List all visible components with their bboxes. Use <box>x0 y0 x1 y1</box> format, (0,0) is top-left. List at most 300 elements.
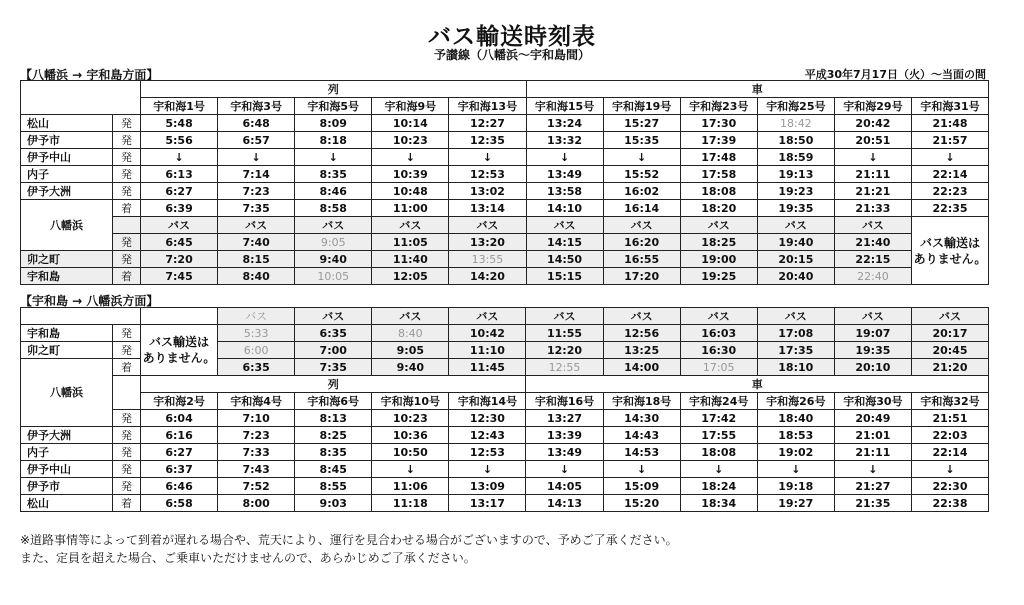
time-cell: 13:17 <box>449 495 526 512</box>
bus-label: バス <box>526 308 603 325</box>
train-row <box>21 98 989 115</box>
bus-label: バス <box>372 308 449 325</box>
time-cell: 17:08 <box>757 325 834 342</box>
time-cell: 22:03 <box>911 427 988 444</box>
time-cell: 19:07 <box>834 325 911 342</box>
time-cell: 14:10 <box>526 200 603 217</box>
train-name: 宇和海25号 <box>757 98 834 115</box>
time-cell: 6:45 <box>141 234 218 251</box>
time-cell: 16:02 <box>603 183 680 200</box>
dep-arr-kind: 発 <box>113 410 141 427</box>
time-cell: 13:25 <box>603 342 680 359</box>
time-cell: 12:43 <box>449 427 526 444</box>
time-cell: 19:40 <box>757 234 834 251</box>
blank-cell <box>113 217 141 234</box>
time-cell: ↓ <box>834 149 911 166</box>
station-name: 八幡浜 <box>21 200 113 251</box>
time-cell: 7:43 <box>218 461 295 478</box>
table-row <box>21 325 989 342</box>
time-cell: 15:15 <box>526 268 603 285</box>
time-cell: 12:53 <box>449 444 526 461</box>
time-cell: 6:00 <box>218 342 295 359</box>
time-cell: 6:27 <box>141 183 218 200</box>
time-cell: ↓ <box>834 461 911 478</box>
time-cell: 12:27 <box>449 115 526 132</box>
time-cell: 17:55 <box>680 427 757 444</box>
time-cell: ↓ <box>526 461 603 478</box>
time-cell: 8:09 <box>295 115 372 132</box>
time-cell: ↓ <box>526 149 603 166</box>
station-name: 伊予中山 <box>21 461 113 478</box>
train-name: 宇和海4号 <box>218 393 295 410</box>
time-cell: 13:58 <box>526 183 603 200</box>
time-cell: 14:50 <box>526 251 603 268</box>
table-row <box>21 200 989 217</box>
time-cell: 8:40 <box>218 268 295 285</box>
time-cell: 8:58 <box>295 200 372 217</box>
time-cell: 14:15 <box>526 234 603 251</box>
time-cell: 13:55 <box>449 251 526 268</box>
bus-label: バス <box>911 308 988 325</box>
time-cell: ↓ <box>603 461 680 478</box>
time-cell: 18:53 <box>757 427 834 444</box>
time-cell: 10:23 <box>372 410 449 427</box>
time-cell: 13:49 <box>526 166 603 183</box>
time-cell: ↓ <box>757 461 834 478</box>
table-row <box>21 149 989 166</box>
time-cell: 13:27 <box>526 410 603 427</box>
time-cell: 16:55 <box>603 251 680 268</box>
time-cell: 20:45 <box>911 342 988 359</box>
table-row <box>21 444 989 461</box>
time-cell: 22:35 <box>911 200 988 217</box>
time-cell: 22:38 <box>911 495 988 512</box>
time-cell: 14:43 <box>603 427 680 444</box>
time-cell: 9:03 <box>295 495 372 512</box>
bus-label: バス <box>680 217 757 234</box>
time-cell: ↓ <box>603 149 680 166</box>
bus-label: バス <box>834 308 911 325</box>
time-cell: 10:14 <box>372 115 449 132</box>
station-name: 伊予市 <box>21 132 113 149</box>
time-cell: 14:53 <box>603 444 680 461</box>
station-name: 八幡浜 <box>21 359 113 427</box>
train-name: 宇和海10号 <box>372 393 449 410</box>
dep-arr-kind: 発 <box>113 444 141 461</box>
header-sha: 車 <box>526 81 989 98</box>
time-cell: 7:35 <box>295 359 372 376</box>
train-name: 宇和海30号 <box>834 393 911 410</box>
time-cell: 18:50 <box>757 132 834 149</box>
time-cell: 13:02 <box>449 183 526 200</box>
time-cell: 18:24 <box>680 478 757 495</box>
time-cell: 18:10 <box>757 359 834 376</box>
time-cell: 20:15 <box>757 251 834 268</box>
time-cell: 8:46 <box>295 183 372 200</box>
time-cell: 7:52 <box>218 478 295 495</box>
time-cell: 17:30 <box>680 115 757 132</box>
dep-arr-kind: 発 <box>113 183 141 200</box>
time-cell: 6:13 <box>141 166 218 183</box>
time-cell: 19:35 <box>757 200 834 217</box>
bus-label: バス <box>680 308 757 325</box>
time-cell: 6:37 <box>141 461 218 478</box>
bus-label: バス <box>295 308 372 325</box>
time-cell: 22:30 <box>911 478 988 495</box>
time-cell: 6:48 <box>218 115 295 132</box>
time-cell: 8:00 <box>218 495 295 512</box>
time-cell: 21:27 <box>834 478 911 495</box>
time-cell: 19:23 <box>757 183 834 200</box>
time-cell: ↓ <box>218 149 295 166</box>
time-cell: ↓ <box>449 149 526 166</box>
time-cell: 17:39 <box>680 132 757 149</box>
time-cell: 13:14 <box>449 200 526 217</box>
time-cell: 22:15 <box>834 251 911 268</box>
train-name: 宇和海2号 <box>141 393 218 410</box>
table-row <box>21 166 989 183</box>
dep-arr-kind: 発 <box>113 132 141 149</box>
time-cell: 14:13 <box>526 495 603 512</box>
time-cell: 18:59 <box>757 149 834 166</box>
bus-label: バス <box>372 217 449 234</box>
time-cell: 13:39 <box>526 427 603 444</box>
time-cell: 18:20 <box>680 200 757 217</box>
bus-label: バス <box>218 217 295 234</box>
time-cell: 18:42 <box>757 115 834 132</box>
time-cell: 21:40 <box>834 234 911 251</box>
dep-arr-kind: 着 <box>113 200 141 217</box>
time-cell: 22:23 <box>911 183 988 200</box>
time-cell: 10:42 <box>449 325 526 342</box>
time-cell: 11:18 <box>372 495 449 512</box>
train-name: 宇和海26号 <box>757 393 834 410</box>
time-cell: 10:05 <box>295 268 372 285</box>
time-cell: 14:05 <box>526 478 603 495</box>
time-cell: 6:04 <box>141 410 218 427</box>
station-name: 松山 <box>21 115 113 132</box>
table-row <box>21 410 989 427</box>
train-name: 宇和海31号 <box>911 98 988 115</box>
dep-arr-kind: 着 <box>113 359 141 376</box>
time-cell: 7:33 <box>218 444 295 461</box>
train-row <box>21 393 989 410</box>
period-text: 平成30年7月17日（火）～当面の間 <box>804 68 986 81</box>
time-cell: 12:05 <box>372 268 449 285</box>
time-cell: 16:30 <box>680 342 757 359</box>
dep-arr-kind: 発 <box>113 251 141 268</box>
table-row <box>21 461 989 478</box>
time-cell: 8:45 <box>295 461 372 478</box>
train-name: 宇和海5号 <box>295 98 372 115</box>
no-bus-notice: バス輸送は ありません。 <box>911 217 988 285</box>
time-cell: ↓ <box>449 461 526 478</box>
time-cell: 19:02 <box>757 444 834 461</box>
time-cell: 7:00 <box>295 342 372 359</box>
time-cell: 18:34 <box>680 495 757 512</box>
corner-cell <box>21 308 141 325</box>
header-ret: 列 <box>141 81 527 98</box>
train-name: 宇和海9号 <box>372 98 449 115</box>
train-name: 宇和海1号 <box>141 98 218 115</box>
time-cell: 12:20 <box>526 342 603 359</box>
time-cell: 21:51 <box>911 410 988 427</box>
time-cell: 12:53 <box>449 166 526 183</box>
time-cell: 18:25 <box>680 234 757 251</box>
time-cell: 5:48 <box>141 115 218 132</box>
time-cell: 19:25 <box>680 268 757 285</box>
time-cell: 22:14 <box>911 444 988 461</box>
time-cell: 16:03 <box>680 325 757 342</box>
time-cell: 10:48 <box>372 183 449 200</box>
time-cell: 17:58 <box>680 166 757 183</box>
time-cell: 8:25 <box>295 427 372 444</box>
time-cell: 7:40 <box>218 234 295 251</box>
time-cell: 21:11 <box>834 166 911 183</box>
time-cell: 8:55 <box>295 478 372 495</box>
dep-arr-kind: 発 <box>113 115 141 132</box>
bus-label: バス <box>449 308 526 325</box>
time-cell: 12:55 <box>526 359 603 376</box>
dep-arr-kind: 発 <box>113 234 141 251</box>
time-cell: 21:01 <box>834 427 911 444</box>
time-cell: 17:42 <box>680 410 757 427</box>
table-row <box>21 427 989 444</box>
time-cell: 20:10 <box>834 359 911 376</box>
time-cell: 6:35 <box>295 325 372 342</box>
time-cell: 20:40 <box>757 268 834 285</box>
dep-arr-kind: 発 <box>113 427 141 444</box>
table-row <box>21 495 989 512</box>
time-cell: 15:09 <box>603 478 680 495</box>
time-cell: 17:20 <box>603 268 680 285</box>
bus-label: バス <box>603 217 680 234</box>
time-cell: 13:20 <box>449 234 526 251</box>
train-name: 宇和海19号 <box>603 98 680 115</box>
time-cell: 11:05 <box>372 234 449 251</box>
time-cell: 12:30 <box>449 410 526 427</box>
bus-label: バス <box>526 217 603 234</box>
time-cell: 9:05 <box>295 234 372 251</box>
time-cell: 19:18 <box>757 478 834 495</box>
time-cell: 9:05 <box>372 342 449 359</box>
time-cell: 7:45 <box>141 268 218 285</box>
time-cell: 5:33 <box>218 325 295 342</box>
bus-label: バス <box>141 217 218 234</box>
bus-label: バス <box>218 308 295 325</box>
time-cell: 15:52 <box>603 166 680 183</box>
header-ret: 列 <box>141 376 526 393</box>
time-cell: 6:27 <box>141 444 218 461</box>
station-name: 松山 <box>21 495 113 512</box>
table-row <box>21 268 989 285</box>
time-cell: ↓ <box>372 461 449 478</box>
bus-label: バス <box>603 308 680 325</box>
time-cell: 7:20 <box>141 251 218 268</box>
time-cell: 6:35 <box>218 359 295 376</box>
time-cell: 15:20 <box>603 495 680 512</box>
train-name: 宇和海14号 <box>449 393 526 410</box>
time-cell: 19:13 <box>757 166 834 183</box>
train-name: 宇和海16号 <box>526 393 603 410</box>
time-cell: 8:18 <box>295 132 372 149</box>
time-cell: 21:20 <box>911 359 988 376</box>
time-cell: ↓ <box>911 461 988 478</box>
time-cell: 13:32 <box>526 132 603 149</box>
time-cell: 22:14 <box>911 166 988 183</box>
time-cell: 21:33 <box>834 200 911 217</box>
time-cell: 10:39 <box>372 166 449 183</box>
time-cell: 10:50 <box>372 444 449 461</box>
time-cell: 18:08 <box>680 183 757 200</box>
time-cell: 8:15 <box>218 251 295 268</box>
dep-arr-kind: 発 <box>113 478 141 495</box>
dep-arr-kind: 発 <box>113 166 141 183</box>
time-cell: 13:24 <box>526 115 603 132</box>
time-cell: 12:35 <box>449 132 526 149</box>
bus-label: バス <box>295 217 372 234</box>
time-cell: 18:40 <box>757 410 834 427</box>
time-cell: 20:51 <box>834 132 911 149</box>
time-cell: 16:14 <box>603 200 680 217</box>
train-name: 宇和海24号 <box>680 393 757 410</box>
time-cell: ↓ <box>911 149 988 166</box>
time-cell: 11:40 <box>372 251 449 268</box>
station-name: 伊予中山 <box>21 149 113 166</box>
time-cell: 17:05 <box>680 359 757 376</box>
time-cell: 7:35 <box>218 200 295 217</box>
train-name: 宇和海32号 <box>911 393 988 410</box>
time-cell: ↓ <box>372 149 449 166</box>
table-row <box>21 251 989 268</box>
time-cell: 8:35 <box>295 444 372 461</box>
time-cell: 6:39 <box>141 200 218 217</box>
page-title: バス輸送時刻表 <box>428 24 596 50</box>
time-cell: 6:16 <box>141 427 218 444</box>
time-cell: 7:23 <box>218 183 295 200</box>
time-cell: 22:40 <box>834 268 911 285</box>
table-row <box>21 234 989 251</box>
time-cell: 9:40 <box>372 359 449 376</box>
table-row <box>21 183 989 200</box>
time-cell: 7:23 <box>218 427 295 444</box>
table-row <box>21 115 989 132</box>
time-cell: 14:00 <box>603 359 680 376</box>
time-cell: 21:57 <box>911 132 988 149</box>
time-cell: 21:48 <box>911 115 988 132</box>
time-cell: 8:35 <box>295 166 372 183</box>
dep-arr-kind: 着 <box>113 268 141 285</box>
time-cell: 5:56 <box>141 132 218 149</box>
time-cell: 11:45 <box>449 359 526 376</box>
station-name: 卯之町 <box>21 251 113 268</box>
train-name: 宇和海3号 <box>218 98 295 115</box>
station-name: 宇和島 <box>21 268 113 285</box>
time-cell: 17:48 <box>680 149 757 166</box>
time-cell: 11:00 <box>372 200 449 217</box>
dep-arr-kind: 発 <box>113 461 141 478</box>
time-cell: 11:55 <box>526 325 603 342</box>
station-name: 内子 <box>21 166 113 183</box>
time-cell: 21:35 <box>834 495 911 512</box>
table-row <box>21 132 989 149</box>
no-bus-notice: バス輸送は ありません。 <box>141 325 218 376</box>
station-name: 伊予市 <box>21 478 113 495</box>
page-subtitle: 予讃線（八幡浜～宇和島間） <box>433 48 590 62</box>
time-cell: ↓ <box>680 461 757 478</box>
corner-cell <box>21 81 141 115</box>
time-cell: 7:14 <box>218 166 295 183</box>
time-cell: 12:56 <box>603 325 680 342</box>
station-name: 伊予大洲 <box>21 183 113 200</box>
train-name: 宇和海29号 <box>834 98 911 115</box>
train-name: 宇和海18号 <box>603 393 680 410</box>
time-cell: 20:42 <box>834 115 911 132</box>
time-cell: 11:10 <box>449 342 526 359</box>
time-cell: 20:49 <box>834 410 911 427</box>
time-cell: ↓ <box>295 149 372 166</box>
time-cell: 9:40 <box>295 251 372 268</box>
time-cell: 6:58 <box>141 495 218 512</box>
dep-arr-kind: 発 <box>113 342 141 359</box>
time-cell: 11:06 <box>372 478 449 495</box>
time-cell: 21:21 <box>834 183 911 200</box>
bus-label: バス <box>834 217 911 234</box>
station-name: 卯之町 <box>21 342 113 359</box>
train-name: 宇和海15号 <box>526 98 603 115</box>
station-name: 伊予大洲 <box>21 427 113 444</box>
bus-label: バス <box>757 217 834 234</box>
note-line-1: ※道路事情等によって到着が遅れる場合や、荒天により、運行を見合わせる場合がございますので、予めご了承ください。 <box>20 533 678 547</box>
time-cell: 16:20 <box>603 234 680 251</box>
dep-arr-kind: 着 <box>113 495 141 512</box>
time-cell: ↓ <box>141 149 218 166</box>
time-cell: 19:35 <box>834 342 911 359</box>
time-cell: 20:17 <box>911 325 988 342</box>
bus-label: バス <box>449 217 526 234</box>
time-cell: 6:57 <box>218 132 295 149</box>
time-cell: 19:27 <box>757 495 834 512</box>
time-cell: 19:00 <box>680 251 757 268</box>
note-line-2: また、定員を超えた場合、ご乗車いただけませんので、あらかじめご了承ください。 <box>20 551 476 565</box>
blank-cell <box>113 376 141 410</box>
timetable-to-uwajima <box>20 80 989 285</box>
section2-label: 【宇和島 → 八幡浜方面】 <box>20 294 159 308</box>
time-cell: 6:46 <box>141 478 218 495</box>
blank-cell <box>141 308 218 325</box>
station-name: 宇和島 <box>21 325 113 342</box>
time-cell: 13:49 <box>526 444 603 461</box>
timetable-to-yawatahama <box>20 307 989 512</box>
time-cell: 8:13 <box>295 410 372 427</box>
time-cell: 17:35 <box>757 342 834 359</box>
time-cell: 21:11 <box>834 444 911 461</box>
dep-arr-kind: 発 <box>113 325 141 342</box>
bus-label: バス <box>757 308 834 325</box>
time-cell: 14:20 <box>449 268 526 285</box>
time-cell: 14:30 <box>603 410 680 427</box>
train-name: 宇和海13号 <box>449 98 526 115</box>
station-name: 内子 <box>21 444 113 461</box>
train-name: 宇和海6号 <box>295 393 372 410</box>
train-name: 宇和海23号 <box>680 98 757 115</box>
time-cell: 13:09 <box>449 478 526 495</box>
section1-label: 【八幡浜 → 宇和島方面】 <box>20 68 159 82</box>
time-cell: 18:08 <box>680 444 757 461</box>
time-cell: 15:35 <box>603 132 680 149</box>
time-cell: 10:36 <box>372 427 449 444</box>
time-cell: 10:23 <box>372 132 449 149</box>
